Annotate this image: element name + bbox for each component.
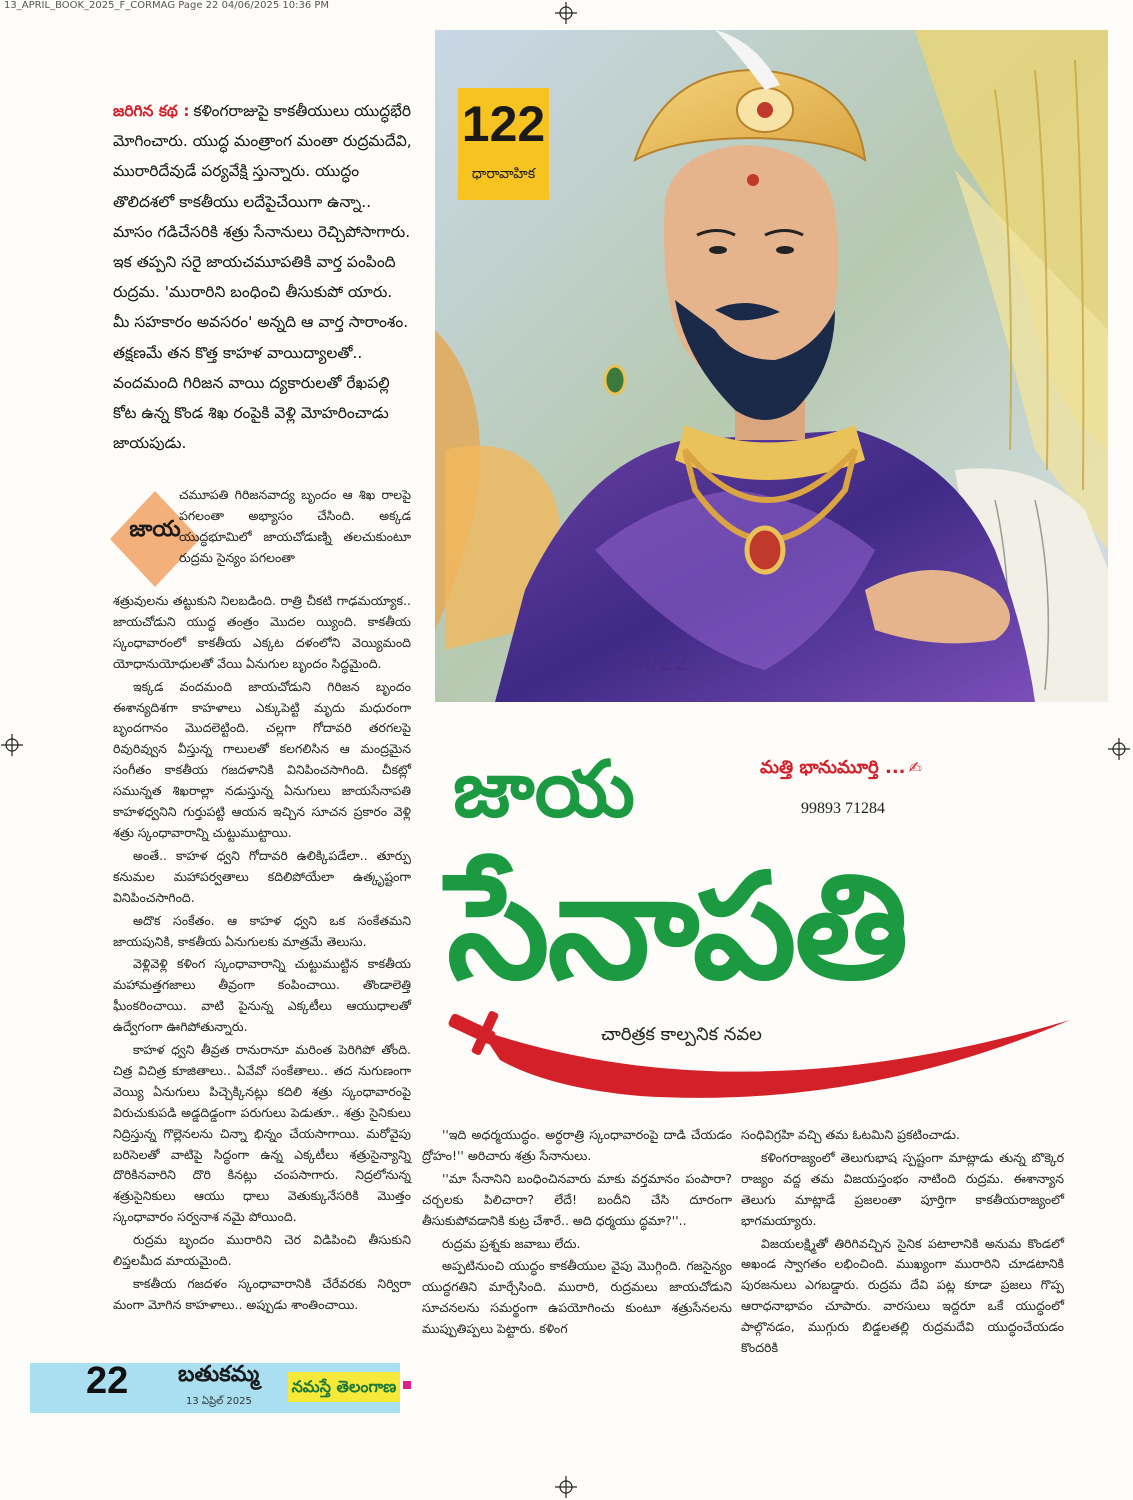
page-number: 22 [86,1360,129,1402]
paragraph: అప్పటినుంచి యుద్ధం కాకతీయుల వైపు మొగ్గింది. గజసైన్యం యుద్ధగతిని మార్చేసింది. మురారి, రుద్రమలు జాయచోడుని సూచనలను సమర్థంగా ఉపయోగించు కుంటూ శత్రుసేనలను ముప్పుతిప్పలు పెట్టారు. కళింగ [422,1258,732,1337]
publication-date: 13 ఏప్రిల్ 2025 [186,1396,252,1407]
footer-square-icon [403,1381,411,1389]
title-line-1: జాయ [453,745,635,835]
print-slug: 13_APRIL_BOOK_2025_F_CORMAG Page 22 04/06/2025 10:36 PM [4,0,330,11]
author-name-text: మత్తి భానుమూర్తి ... [760,757,906,778]
registration-mark-icon [1108,738,1130,760]
recap-heading: జరిగిన కథ : [113,102,190,120]
newspaper-logo: నమస్తే తెలంగాణ [288,1372,400,1402]
story-recap [113,96,413,458]
sword-icon [440,1000,1080,1118]
publication-name: బతుకమ్మ [178,1362,260,1387]
paragraph: అదొక సంకేతం. ఆ కాహళ ధ్వని ఒక సంకేతమని జాయపునికి, కాకతీయ ఏనుగులకు మాత్రమే తెలుసు. [113,912,411,949]
title-line-2: సేనాపతి [447,842,907,1012]
registration-mark-icon [555,2,577,24]
column-1 [113,591,411,1318]
registration-mark-icon [1,734,23,756]
paragraph: కాహళ ధ్వని తీవ్రత రానురానూ మరింత పెరిగిపో తోంది. చిత్ర విచిత్ర కూజితాలు.. ఏవేవో సంకేతాలు.. తద నుగుణంగా వెయ్యి ఏనుగులు పిచ్చెక్కినట్లు కదిలి శత్రు స్కంధావారంపై విరుచుకుపడి అడ్డదిడ్డంగా పరుగులు పెడుతూ.. శత్రు సైనికులు నిద్రిస్తున్న గొల్లెనలను చిన్నా భిన్నం చేయసాగాయి. మరోవైపు బరిసెలతో వాటిపై సిద్ధంగా ఉన్న ఎక్కటీలు శత్రుసైన్యాన్ని దొరికినవారిని దొరి కినట్లు చంపసాగారు. నిద్రలోనున్న శత్రుసైనికులు ఆయు ధాలు వెతుక్కునేసరికి మొత్తం స్కంధావారం సర్వనాశ నమై పోయింది. [113,1042,411,1225]
paragraph: వెళ్లివెళ్లి కళింగ స్కంధావారాన్ని చుట్టుముట్టిన కాకతీయ మహామత్తగజాలు తీవ్రంగా కంపించాయి. తొండాలెత్తి ఘీంకరించాయి. వాటి పైనున్న ఎక్కటీలు ఆయుధాలతో ఉద్వేగంగా ఊగిపోతున్నారు. [113,956,411,1035]
issue-badge [458,88,549,200]
registration-mark-icon [555,1476,577,1498]
paragraph: ఇక్కడ వందమంది జాయచోడుని గిరిజన బృందం ఈశాన్యదిశగా కాహళాలు ఎక్కుపెట్టి మృదు మధురంగా బృందగానం మొదలెట్టింది. చల్లగా గోదావరి తరగలపై రివురివ్వున వీస్తున్న గాలులతో కలగలిసిన ఆ మంద్రమైన సంగీతం కాకతీయ గజదళానికి వినిపించసాగింది. చీకట్లో సమున్నత శిఖరాల్లా నడుస్తున్న ఏనుగులు జాయసేనాపతి కాహళధ్వనిని గుర్తుపట్టి ఆయన ఇచ్చిన సూచన ప్రకారం వెళ్లి శత్రు స్కంధావారాన్ని చుట్టుముట్టాయి. [113,678,411,840]
recap-text: కళింగరాజుపై కాకతీయులు యుద్ధభేరి మోగించారు. యుద్ధ మంత్రాంగ మంతా రుద్రమదేవి, మురారిదేవుడే పర్యవేక్షి స్తున్నారు. యుద్ధం తొలిదశలో కాకతీయు లదేపైచేయిగా ఉన్నా.. మాసం గడిచేసరికి శత్రు సేనానులు రెచ్చిపోసాగారు. ఇక తప్పని సరై జాయచమూపతికి వార్త పంపింది రుద్రమ. 'మురారిని బంధించి తీసుకుపో యారు. మీ సహకారం అవసరం' అన్నది ఆ వార్త సారాంశం. తక్షణమే తన కొత్త కాహళ వాయిద్యాలతో.. వందమంది గిరిజన వాయి ద్యకారులతో రేఖపల్లి కోట ఉన్న కొండ శిఖ రంపైకి వెళ్లి మోహరించాడు జాయపుడు. [113,102,412,453]
paragraph: కళింగరాజ్యంలో తెలుగుభాష స్పష్టంగా మాట్లాడు తున్న బొక్కెర రాజ్యం వద్ద తమ విజయస్తంభం నాటింది రుద్రమ. ఈశాన్యాన తెలుగు మాట్లాడే ప్రజలంతా పూర్తిగా కాకతీయరాజ్యంలో భాగమయ్యారు. [741,1149,1064,1228]
dropcap-word: జాయ [129,517,181,542]
paragraph: రుద్రమ బృందం మురారిని చెర విడిపించి తీసుకుని లిప్తలమీద మాయమైంది. [113,1232,411,1269]
paragraph: చమూపతి గిరిజనవాద్య బృందం ఆ శిఖ రాలపై పగలంతా అభ్యాసం చేసింది. అక్కడ యుద్ధభూమిలో జాయచోడుణ్ని తలచుకుంటూ రుద్రమ సైన్యం పగలంతా [179,487,411,565]
author-phone: 99893 71284 [801,800,885,817]
column-1-top [179,485,411,571]
paragraph: విజయలక్ష్మితో తిరిగివచ్చిన సైనిక పటాలానికి అనుమ కొండలో అఖండ స్వాగతం లభించింది. ముఖ్యంగా మురారిని చూడటానికి పురజనులు ఎగబడ్డారు. రుద్రమ దేవి పట్ల కూడా ప్రజలు గొప్ప ఆరాధనాభావం చూపారు. వారసులు ఇద్దరూ ఒకే యుద్ధంలో పాల్గొనడం, ముగ్గురు బిడ్డలతల్లి రుద్రమదేవి యుద్ధంచేయడం కొందరికి [741,1235,1064,1356]
author-name [760,757,922,782]
issue-label: ధారావాహిక [471,166,536,182]
paragraph: ''మా సేనానిని బంధించినవారు మాకు వర్తమానం పంపారా? చర్చలకు పిలిచారా? లేదే! బందీని చేసి దూరంగా తీసుకుపోవడానికి కుట్ర చేశారే.. అది ధర్మయు ద్ధమా?''.. [422,1170,732,1228]
column-3 [741,1125,1064,1361]
paragraph: సంధివిగ్రహి వచ్చి తమ ఓటమిని ప్రకటించాడు. [741,1127,960,1142]
artist-signature: SM/22 [615,648,690,676]
paragraph: శత్రువులను తట్టుకుని నిలబడింది. రాత్రి చీకటి గాఢమయ్యాక.. జాయచోడుని యుద్ధ తంత్రం మొదల య్యింది. కాకతీయ స్కంధావారంలో కాకతీయ ఎక్కట దళంలోని వెయ్యిమంది యోధానుయోధులతో వేయి ఏనుగుల బృందం సిద్ధమైంది. [113,593,411,671]
paragraph: ''ఇది అధర్మయుద్ధం. అర్ధరాత్రి స్కంధావారంపై దాడి చేయడం ద్రోహం!'' అరిచారు శత్రు సేనానులు. [422,1127,732,1163]
subtitle: చారిత్రక కాల్పనిక నవల [597,1024,766,1049]
paragraph: అంతే.. కాహళ ధ్వని గోదావరి ఉలిక్కిపడేలా.. తూర్పు కనుమల మహాపర్వతాలు కదిలిపోయేలా ఉత్కృష్టంగా వినిపించసాగింది. [113,847,411,905]
issue-number: 122 [461,96,546,152]
pen-icon: ✍ [908,758,922,777]
paragraph: కాకతీయ గజదళం స్కంధావారానికి చేరేవరకు నిర్విరా మంగా మోగిన కాహళాలు.. అప్పుడు శాంతించాయి. [113,1276,411,1312]
column-2 [422,1125,732,1342]
paragraph: రుద్రమ ప్రశ్నకు జవాబు లేదు. [442,1235,581,1251]
